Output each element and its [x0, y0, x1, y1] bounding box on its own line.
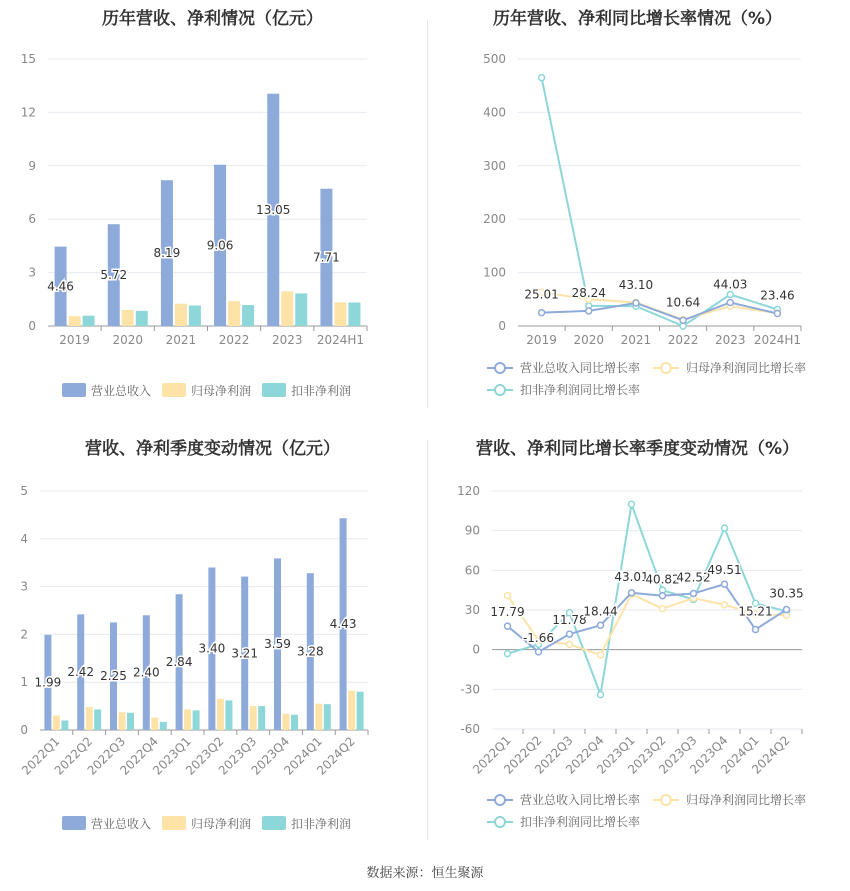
x-tick-label: 2022Q2	[51, 734, 96, 778]
y-tick-label: 0	[20, 723, 28, 737]
y-tick-label: 12	[20, 105, 36, 120]
x-tick-label: 2022	[667, 333, 699, 347]
data-label: 40.82	[645, 572, 680, 587]
data-point	[536, 649, 542, 655]
y-tick-label: 6	[28, 212, 36, 227]
x-tick-label: 2024Q1	[718, 733, 762, 777]
x-tick-label: 2022Q4	[117, 734, 161, 778]
x-tick-label: 2021	[620, 333, 652, 347]
bar-deducted	[348, 303, 360, 326]
y-tick-label: 90	[464, 523, 480, 538]
data-label: 2.40	[132, 665, 160, 680]
x-tick-label: 2022Q4	[563, 733, 607, 777]
bar-net_profit	[175, 304, 187, 326]
legend-label: 营业总收入同比增长率	[520, 793, 641, 807]
annual-growth-chart	[425, 0, 850, 420]
bar-deducted	[193, 710, 200, 730]
bar-deducted	[324, 704, 331, 730]
data-point	[505, 651, 511, 657]
legend-swatch	[162, 383, 186, 397]
annual-values-panel	[0, 0, 425, 420]
legend-marker	[495, 817, 505, 827]
data-label: 9.06	[206, 238, 234, 253]
data-point	[505, 623, 511, 629]
data-point	[691, 590, 697, 596]
quarterly-growth-chart	[425, 430, 850, 870]
bar-net_profit	[151, 718, 158, 730]
x-tick-label: 2023Q2	[182, 734, 227, 778]
quarterly-growth-panel	[425, 430, 850, 870]
chart-title: 营收、净利同比增长率季度变动情况（%）	[475, 439, 800, 459]
bar-deducted	[295, 293, 307, 326]
data-label: 23.46	[760, 288, 795, 303]
data-label: 3.28	[296, 644, 324, 659]
data-label: 2.25	[100, 669, 127, 684]
legend-swatch	[262, 383, 286, 397]
bar-deducted	[83, 316, 95, 326]
data-label: 43.01	[614, 569, 649, 584]
legend-label: 扣非净利润同比增长率	[520, 815, 641, 829]
data-label: 5.72	[100, 268, 128, 283]
data-point	[629, 590, 635, 596]
series-line-growth_revenue	[542, 302, 778, 320]
bar-net_profit	[184, 709, 191, 730]
data-point	[727, 291, 733, 297]
data-point	[598, 652, 604, 658]
y-tick-label: 4	[20, 531, 28, 546]
x-tick-label: 2024Q1	[281, 734, 325, 778]
x-tick-label: 2023Q1	[150, 734, 194, 778]
series-line-growth_deducted	[508, 504, 787, 694]
bar-deducted	[136, 311, 148, 326]
x-tick-label: 2023Q3	[215, 734, 260, 778]
x-tick-label: 2024H1	[316, 333, 365, 347]
y-tick-label: 9	[28, 158, 36, 173]
y-tick-label: 60	[464, 563, 480, 578]
legend-swatch	[162, 816, 186, 830]
bar-net_profit	[122, 310, 134, 326]
data-label: 15.21	[738, 604, 773, 619]
bar-net_profit	[69, 316, 81, 326]
bar-net_profit	[53, 716, 60, 730]
y-tick-label: 0	[472, 642, 480, 657]
x-tick-label: 2023	[271, 333, 303, 347]
data-point	[722, 602, 728, 608]
data-label: 3.59	[264, 637, 291, 652]
chart-title: 历年营收、净利情况（亿元）	[102, 9, 323, 29]
y-tick-label: 1	[20, 675, 28, 690]
bar-deducted	[258, 706, 265, 730]
y-tick-label: -30	[460, 682, 480, 697]
legend-marker	[661, 795, 671, 805]
legend-label: 归母净利润	[191, 817, 252, 831]
x-tick-label: 2024Q2	[749, 733, 793, 777]
data-label: 28.24	[571, 285, 606, 300]
x-tick-label: 2020	[573, 333, 605, 347]
data-point	[633, 300, 639, 306]
annual-values-chart	[0, 0, 425, 420]
data-point	[660, 593, 666, 599]
x-tick-label: 2020	[112, 333, 144, 347]
data-label: 25.01	[524, 287, 559, 302]
data-point	[539, 75, 545, 81]
bar-net_profit	[86, 707, 93, 730]
data-label: 13.05	[256, 202, 291, 217]
legend-label: 扣非净利润	[291, 384, 352, 398]
bar-net_profit	[228, 301, 240, 326]
chart-title: 营收、净利季度变动情况（亿元）	[85, 439, 340, 459]
quarterly-values-chart	[0, 430, 425, 870]
data-point	[567, 631, 573, 637]
legend-marker	[495, 385, 505, 395]
y-tick-label: -60	[460, 722, 480, 736]
x-tick-label: 2022Q3	[84, 734, 129, 778]
bar-deducted	[357, 692, 364, 730]
legend-marker	[495, 795, 505, 805]
data-point	[598, 622, 604, 628]
legend-label: 营业总收入	[91, 817, 152, 831]
data-label: 7.71	[313, 250, 340, 265]
y-tick-label: 15	[20, 52, 36, 66]
y-tick-label: 500	[483, 52, 506, 66]
data-label: 4.46	[47, 279, 74, 294]
data-point	[567, 641, 573, 647]
bar-net_profit	[315, 704, 322, 730]
divider	[427, 20, 428, 408]
data-label: 44.03	[713, 277, 748, 292]
y-tick-label: 3	[28, 265, 36, 280]
quarterly-values-panel	[0, 430, 425, 870]
x-tick-label: 2022Q3	[532, 733, 576, 777]
y-tick-label: 120	[457, 484, 480, 498]
legend-label: 扣非净利润同比增长率	[520, 383, 641, 397]
bar-deducted	[160, 722, 167, 730]
data-label: 18.44	[583, 604, 618, 619]
y-tick-label: 2	[20, 627, 28, 642]
bar-deducted	[94, 709, 101, 730]
data-point	[505, 592, 511, 598]
annual-growth-panel	[425, 0, 850, 420]
chart-title: 历年营收、净利同比增长率情况（%）	[492, 9, 783, 29]
data-label: 49.51	[707, 563, 742, 578]
x-tick-label: 2024Q2	[314, 734, 358, 778]
bar-net_profit	[348, 691, 355, 730]
bar-deducted	[291, 715, 298, 730]
data-label: 2.84	[165, 655, 193, 670]
bar-deducted	[242, 305, 254, 326]
legend-label: 营业总收入同比增长率	[520, 361, 641, 375]
x-tick-label: 2022Q2	[501, 733, 545, 777]
x-tick-label: 2023Q2	[625, 733, 669, 777]
y-tick-label: 400	[483, 105, 506, 120]
y-tick-label: 200	[483, 212, 506, 227]
x-tick-label: 2022	[218, 333, 250, 347]
bar-deducted	[225, 700, 232, 730]
data-point	[539, 310, 545, 316]
legend-label: 营业总收入	[91, 384, 152, 398]
data-label: 2.42	[67, 665, 95, 680]
data-label: 43.10	[618, 277, 654, 292]
x-tick-label: 2019	[59, 333, 90, 347]
x-tick-label: 2023Q4	[687, 733, 731, 777]
x-tick-label: 2024H1	[753, 333, 802, 347]
data-point	[660, 606, 666, 612]
data-label: 8.19	[153, 246, 181, 261]
data-source: 数据来源：恒生聚源	[366, 866, 484, 881]
data-label: -1.66	[522, 630, 555, 645]
legend-marker	[495, 363, 505, 373]
data-label: 3.40	[198, 641, 226, 656]
data-label: 30.35	[769, 586, 804, 601]
legend-swatch	[62, 383, 86, 397]
x-tick-label: 2019	[526, 333, 557, 347]
legend-label: 归母净利润同比增长率	[686, 361, 807, 375]
x-tick-label: 2023Q4	[248, 734, 293, 778]
y-tick-label: 0	[498, 319, 506, 333]
data-label: 3.21	[231, 646, 259, 661]
data-point	[784, 607, 790, 613]
x-tick-label: 2021	[165, 333, 197, 347]
data-label: 42.52	[676, 570, 711, 585]
y-tick-label: 3	[20, 579, 28, 594]
y-tick-label: 0	[28, 319, 36, 333]
x-tick-label: 2022Q1	[18, 734, 63, 778]
bar-deducted	[189, 306, 201, 326]
legend-label: 归母净利润	[191, 384, 252, 398]
x-tick-label: 2023Q3	[656, 733, 700, 777]
bar-deducted	[127, 713, 134, 730]
data-point	[722, 581, 728, 587]
legend-swatch	[62, 816, 86, 830]
legend-marker	[661, 363, 671, 373]
data-label: 10.64	[665, 295, 701, 310]
data-point	[598, 692, 604, 698]
y-tick-label: 30	[464, 603, 480, 617]
data-label: 4.43	[329, 617, 357, 632]
divider	[427, 440, 428, 840]
bar-net_profit	[334, 302, 346, 326]
data-point	[586, 308, 592, 314]
bar-net_profit	[119, 712, 126, 730]
x-tick-label: 2023Q1	[594, 733, 638, 777]
data-point	[722, 525, 728, 531]
bar-net_profit	[217, 699, 224, 730]
y-tick-label: 300	[483, 158, 506, 173]
data-label: 1.99	[34, 675, 62, 690]
data-point	[680, 317, 686, 323]
bar-net_profit	[250, 706, 257, 730]
data-point	[774, 310, 780, 316]
bar-net_profit	[283, 714, 290, 730]
data-point	[727, 299, 733, 305]
data-label: 11.78	[552, 613, 587, 628]
data-point	[753, 627, 759, 633]
y-tick-label: 100	[483, 265, 506, 280]
x-tick-label: 2022Q1	[470, 733, 514, 777]
data-point	[629, 501, 635, 507]
x-tick-label: 2023	[714, 333, 746, 347]
legend-label: 归母净利润同比增长率	[686, 793, 807, 807]
bar-net_profit	[281, 291, 293, 326]
legend-swatch	[262, 816, 286, 830]
legend-label: 扣非净利润	[291, 817, 352, 831]
y-tick-label: 5	[20, 484, 28, 498]
bar-deducted	[61, 720, 68, 730]
data-label: 17.79	[490, 605, 525, 620]
